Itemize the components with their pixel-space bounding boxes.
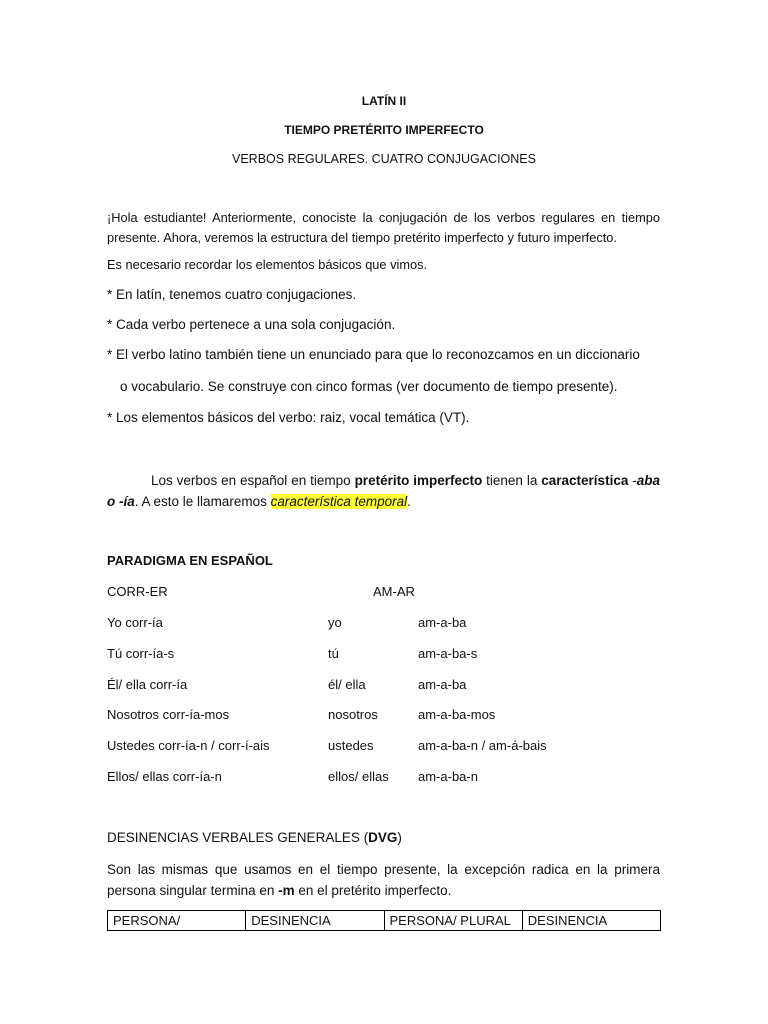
paradigm-correr-form: Ellos/ ellas corr-ía-n	[107, 769, 222, 784]
paradigm-pronoun: nosotros	[328, 707, 378, 722]
highlighted-term: característica temporal	[270, 494, 408, 509]
section-heading: VERBOS REGULARES. CUATRO CONJUGACIONES	[232, 152, 536, 166]
paradigm-pronoun: él/ ella	[328, 677, 366, 692]
paradigm-correr-form: Yo corr-ía	[107, 615, 163, 630]
document-title: LATÍN II	[361, 94, 407, 108]
paradigm-amar-form: am-a-ba-mos	[418, 707, 496, 722]
table-header-cell: PERSONA/ PLURAL	[384, 911, 522, 931]
paradigm-amar-form: am-a-ba-n	[418, 769, 478, 784]
document-subtitle: TIEMPO PRETÉRITO IMPERFECTO	[284, 123, 484, 137]
table-header-cell: DESINENCIA	[246, 911, 384, 931]
paradigm-correr-form: Ustedes corr-ía-n / corr-í-ais	[107, 738, 270, 753]
paradigm-amar-form: am-a-ba	[418, 615, 467, 630]
intro-paragraph: ¡Hola estudiante! Anteriormente, conociste la conjugación de los verbos regulares en tiempo presente. Ahora, veremos la estructura del tiempo pretérito imperfecto y futuro imperfecto.	[107, 210, 660, 245]
bullet-item-continuation: o vocabulario. Se construye con cinco formas (ver documento de tiempo presente).	[120, 379, 618, 394]
paradigm-pronoun: ellos/ ellas	[328, 769, 389, 784]
paradigm-amar-form: am-a-ba	[418, 677, 467, 692]
paradigm-col-head-amar: AM-AR	[373, 584, 415, 599]
paradigm-pronoun: ustedes	[328, 738, 374, 753]
paradigm-amar-form: am-a-ba-n / am-á-bais	[418, 738, 547, 753]
bullet-item: * Cada verbo pertenece a una sola conjugación.	[107, 317, 396, 332]
table-header-row	[108, 911, 661, 931]
paradigm-heading: PARADIGMA EN ESPAÑOL	[107, 553, 273, 568]
paradigm-pronoun: yo	[328, 615, 342, 630]
paradigm-correr-form: Nosotros corr-ía-mos	[107, 707, 230, 722]
characteristic-paragraph: Los verbos en español en tiempo pretérito imperfecto tienen la característica -aba o -ía. A esto le llamaremos característica temporal.	[107, 473, 661, 509]
paradigm-pronoun: tú	[328, 646, 339, 661]
table-header-cell: PERSONA/	[108, 911, 246, 931]
bullet-item: * En latín, tenemos cuatro conjugaciones.	[107, 287, 357, 302]
paradigm-correr-form: Tú corr-ía-s	[107, 646, 175, 661]
desinencias-heading: DESINENCIAS VERBALES GENERALES (DVG)	[107, 830, 402, 845]
desinencias-table	[107, 910, 661, 931]
table-header-cell: DESINENCIA	[522, 911, 660, 931]
reminder-text: Es necesario recordar los elementos básicos que vimos.	[107, 257, 428, 272]
paradigm-correr-form: Él/ ella corr-ía	[107, 677, 188, 692]
desinencias-paragraph: Son las mismas que usamos en el tiempo presente, la excepción radica en la primera persona singular termina en -m en el pretérito imperfecto.	[107, 862, 660, 898]
bullet-item: * El verbo latino también tiene un enunciado para que lo reconozcamos en un diccionario	[107, 347, 640, 362]
paradigm-amar-form: am-a-ba-s	[418, 646, 478, 661]
bullet-item: * Los elementos básicos del verbo: raiz, vocal temática (VT).	[107, 410, 470, 425]
paradigm-col-head-correr: CORR-ER	[107, 584, 168, 599]
